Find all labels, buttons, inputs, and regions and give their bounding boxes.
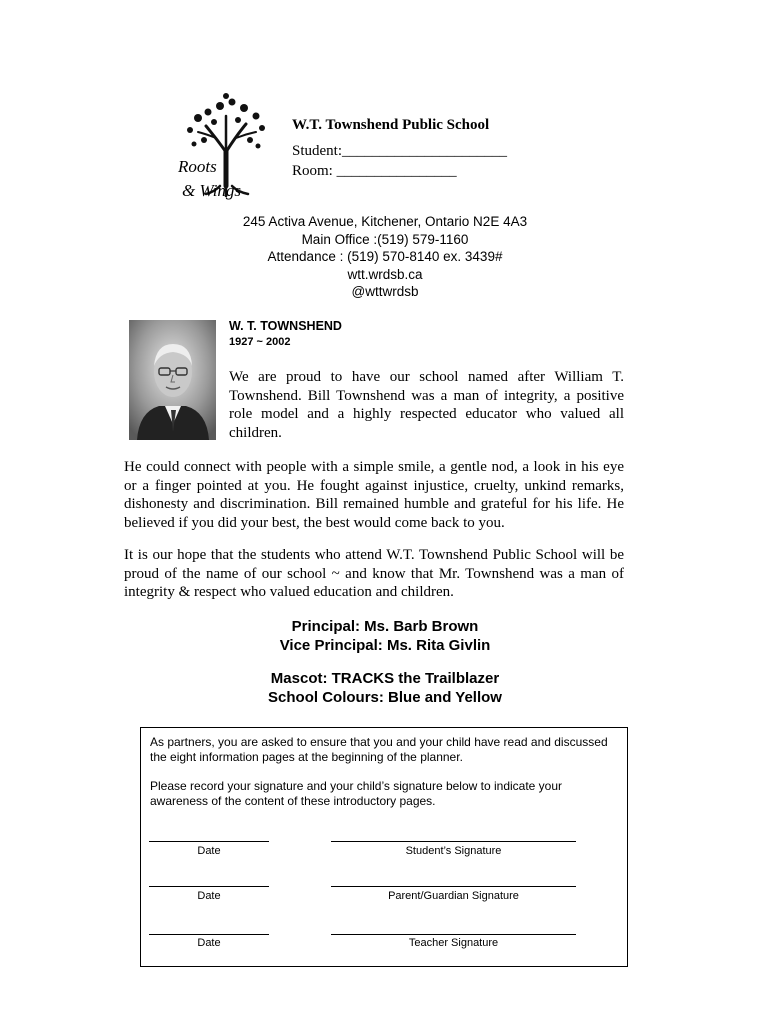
student-signature-label: Student’s Signature	[405, 845, 502, 857]
date-line-parent[interactable]	[149, 886, 269, 887]
signature-line-parent[interactable]	[331, 886, 576, 887]
principal-name: Principal: Ms. Barb Brown	[291, 618, 479, 635]
main-office-phone: Main Office :(519) 579-1160	[301, 231, 469, 247]
honoree-name: W. T. TOWNSHEND	[229, 319, 342, 333]
school-colours: School Colours: Blue and Yellow	[268, 689, 502, 706]
parent-signature-label: Parent/Guardian Signature	[388, 890, 519, 902]
website[interactable]: wtt.wrdsb.ca	[347, 266, 423, 282]
room-field[interactable]: Room: ________________	[292, 163, 457, 179]
date-label: Date	[197, 937, 221, 949]
signature-instructions-1: As partners, you are asked to ensure that you and your child have read and discussed the eight information pages at the beginning of the planner.	[150, 735, 608, 764]
staff-block	[0, 617, 770, 655]
school-name: W.T. Townshend Public School	[292, 117, 490, 133]
tribute-intro: We are proud to have our school named after William T. Townshend. Bill Townshend was a man of integrity, a positive role model and a highly respected educator who valued all children.	[229, 369, 624, 441]
signature-line-teacher[interactable]	[331, 934, 576, 935]
signature-line-student[interactable]	[331, 841, 576, 842]
honoree-years: 1927 ~ 2002	[229, 336, 291, 348]
signature-box	[140, 727, 628, 967]
tribute-paragraph-2: It is our hope that the students who attend W.T. Townshend Public School will be proud of the name of our school ~ and know that Mr. Townshend was a man of integrity & respect who valued education and children.	[124, 547, 624, 600]
logo-text-roots: Roots	[178, 157, 217, 176]
tribute-paragraph-1: He could connect with people with a simple smile, a gentle nod, a look in his eye or a finger pointed at you. He fought against injustice, cruelty, unkind remarks, dishonesty and discrimination. Bill remained humble and grateful for his life. He believed if you did your best, the best would come back to you.	[124, 459, 624, 531]
school-info-block	[0, 669, 770, 707]
school-logo	[176, 88, 272, 204]
date-label: Date	[197, 890, 221, 902]
portrait-photo	[129, 320, 216, 440]
social-handle[interactable]: @wttwrdsb	[351, 284, 419, 299]
teacher-signature-label: Teacher Signature	[408, 937, 499, 949]
street-address: 245 Activa Avenue, Kitchener, Ontario N2E 4A3	[242, 214, 528, 229]
tree-icon	[176, 88, 272, 204]
vice-principal-name: Vice Principal: Ms. Rita Givlin	[279, 637, 491, 654]
attendance-phone: Attendance : (519) 570-8140 ex. 3439#	[267, 249, 503, 264]
signature-instructions-2: Please record your signature and your child’s signature below to indicate your awareness of the content of these introductory pages.	[150, 779, 563, 808]
date-line-student[interactable]	[149, 841, 269, 842]
student-field[interactable]: Student:______________________	[292, 143, 508, 159]
logo-text-wings: & Wings	[182, 181, 242, 200]
address-block	[0, 213, 770, 301]
mascot: Mascot: TRACKS the Trailblazer	[270, 670, 500, 687]
date-label: Date	[197, 845, 221, 857]
date-line-teacher[interactable]	[149, 934, 269, 935]
